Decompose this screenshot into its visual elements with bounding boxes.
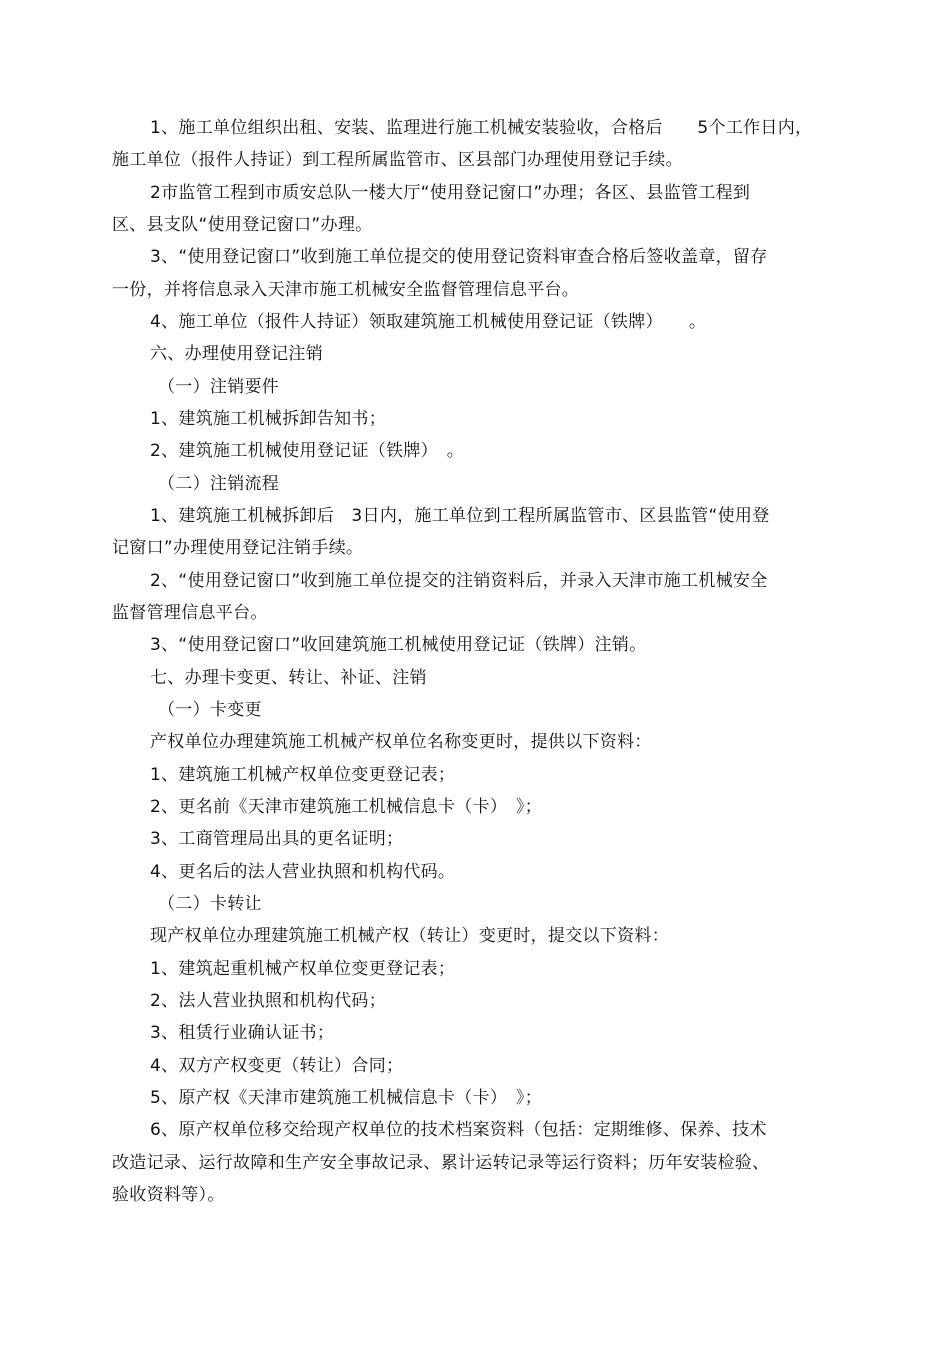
- subsection-heading: （一）卡变更: [158, 700, 262, 720]
- paragraph-line: 4、施工单位（报件人持证）领取建筑施工机械使用登记证（铁牌） 。: [150, 312, 707, 332]
- paragraph-line: 3、“使用登记窗口”收回建筑施工机械使用登记证（铁牌）注销。: [150, 635, 647, 655]
- paragraph-line: 一份，并将信息录入天津市施工机械安全监督管理信息平台。: [112, 280, 580, 300]
- paragraph-line: 改造记录、运行故障和生产安全事故记录、累计运转记录等运行资料；历年安装检验、: [112, 1153, 770, 1173]
- list-item: 2、更名前《天津市建筑施工机械信息卡（卡） 》；: [150, 797, 543, 817]
- paragraph-line: 现产权单位办理建筑施工机械产权（转让）变更时，提交以下资料：: [150, 926, 669, 946]
- section-heading: 六、办理使用登记注销: [150, 344, 323, 364]
- list-item: 2、法人营业执照和机构代码；: [150, 991, 387, 1011]
- section-heading: 七、办理卡变更、转让、补证、注销: [150, 668, 427, 688]
- paragraph-line: 1、施工单位组织出租、安装、监理进行施工机械安装验收，合格后 5个工作日内，: [150, 118, 813, 138]
- paragraph-line: 记窗口”办理使用登记注销手续。: [112, 538, 364, 558]
- list-item: 4、双方产权变更（转让）合同；: [150, 1056, 404, 1076]
- list-item: 5、原产权《天津市建筑施工机械信息卡（卡） 》；: [150, 1088, 543, 1108]
- paragraph-line: 2市监管工程到市质安总队一楼大厅“使用登记窗口”办理；各区、县监管工程到: [150, 183, 751, 203]
- list-item: 2、建筑施工机械使用登记证（铁牌） 。: [150, 441, 465, 461]
- subsection-heading: （二）注销流程: [158, 474, 280, 494]
- list-item: 1、建筑起重机械产权单位变更登记表；: [150, 959, 456, 979]
- subsection-heading: （一）注销要件: [158, 377, 280, 397]
- paragraph-line: 产权单位办理建筑施工机械产权单位名称变更时，提供以下资料：: [150, 732, 652, 752]
- paragraph-line: 2、“使用登记窗口”收到施工单位提交的注销资料后，并录入天津市施工机械安全: [150, 571, 768, 591]
- list-item: 3、租赁行业确认证书；: [150, 1023, 335, 1043]
- subsection-heading: （二）卡转让: [158, 894, 262, 914]
- list-item: 1、建筑施工机械产权单位变更登记表；: [150, 765, 456, 785]
- list-item: 1、建筑施工机械拆卸告知书；: [150, 409, 387, 429]
- paragraph-line: 3、“使用登记窗口”收到施工单位提交的使用登记资料审查合格后签收盖章，留存: [150, 247, 768, 267]
- paragraph-line: 区、县支队“使用登记窗口”办理。: [112, 215, 373, 235]
- list-item: 6、原产权单位移交给现产权单位的技术档案资料（包括：定期维修、保养、技术: [150, 1120, 767, 1140]
- paragraph-line: 施工单位（报件人持证）到工程所属监管市、区县部门办理使用登记手续。: [112, 150, 683, 170]
- list-item: 3、工商管理局出具的更名证明；: [150, 829, 404, 849]
- paragraph-line: 1、建筑施工机械拆卸后 3日内，施工单位到工程所属监管市、区县监管“使用登: [150, 506, 770, 526]
- list-item: 4、更名后的法人营业执照和机构代码。: [150, 862, 456, 882]
- paragraph-line: 验收资料等）。: [112, 1185, 225, 1205]
- paragraph-line: 监督管理信息平台。: [112, 603, 268, 623]
